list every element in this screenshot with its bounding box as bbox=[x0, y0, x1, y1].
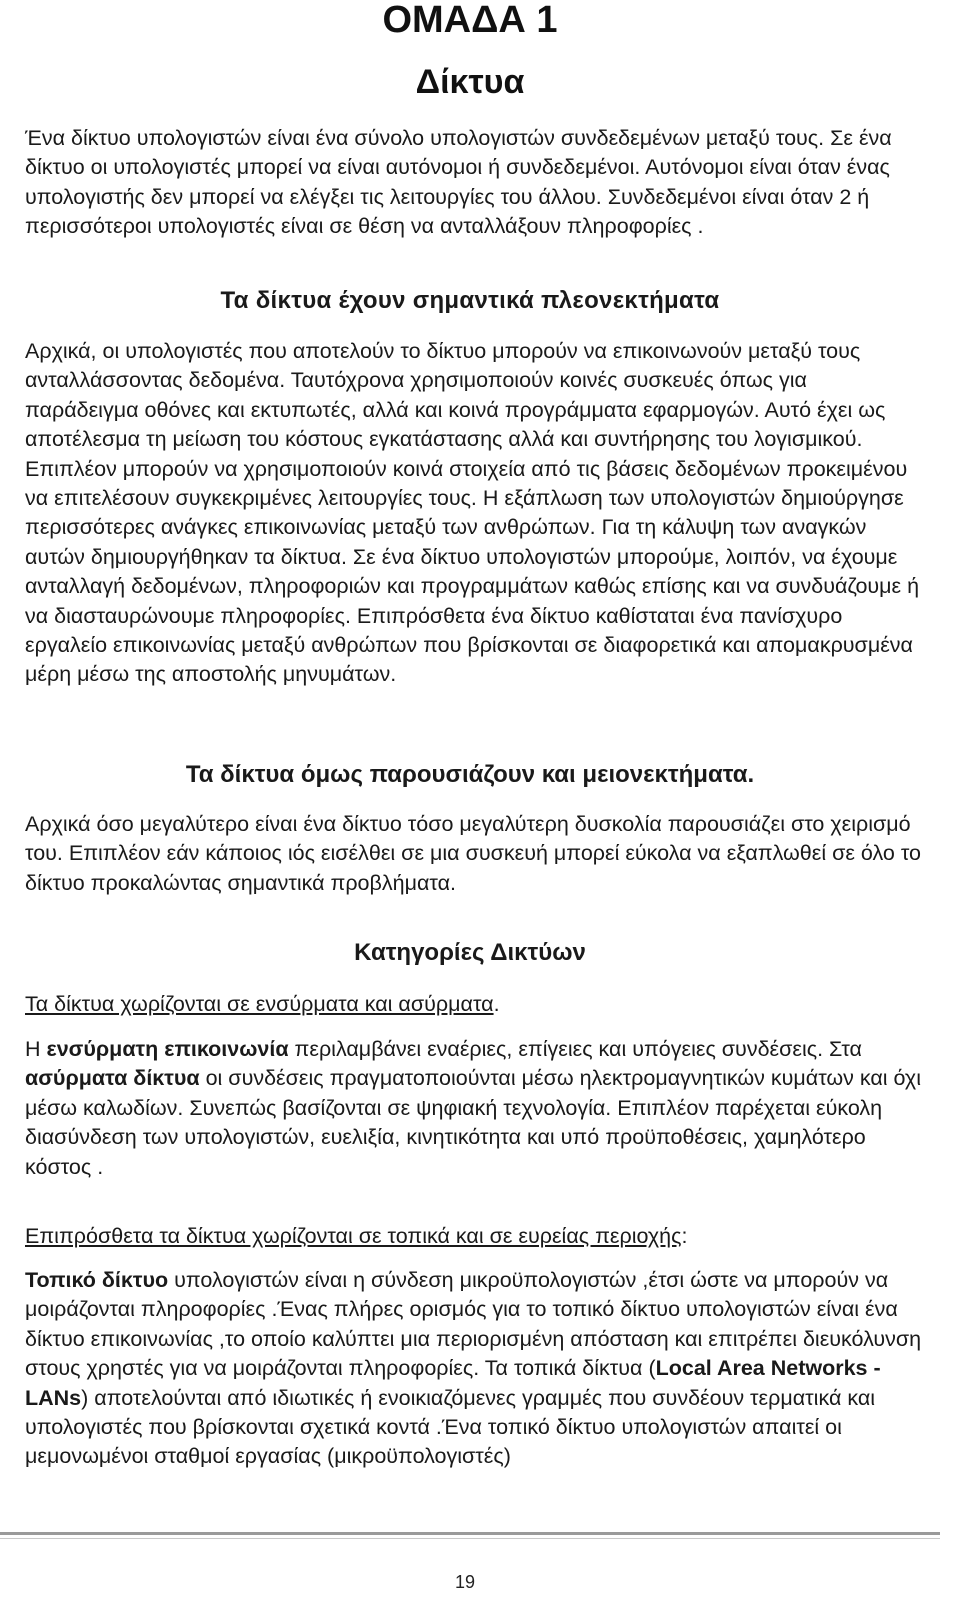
wireless-term: ασύρματα δίκτυα bbox=[25, 1066, 200, 1091]
wired-middle: περιλαμβάνει εναέριες, επίγειες και υπόγειες συνδέσεις. Στα bbox=[288, 1037, 862, 1061]
lan-term: Local Area Networks -LANs bbox=[25, 1356, 881, 1410]
page-title: ΟΜΑΔΑ 1 bbox=[382, 0, 558, 41]
wired-wireless-split bbox=[25, 990, 925, 1019]
intro-paragraph: Ένα δίκτυο υπολογιστών είναι ένα σύνολο υπολογιστών συνδεδεμένων μεταξύ τους. Σε ένα δίκτυο οι υπολογιστές μπορεί να είναι αυτόνομοι ή συνδεδεμένοι. Αυτόνομοι είναι όταν ένας υπολογιστής δεν μπορεί να ελέγξει τις λειτουργίες του άλλου. Συνδεδεμένοι είναι όταν 2 ή περισσότεροι υπολογιστές είναι σε θέση να ανταλλάξουν πληροφορίες . bbox=[25, 126, 892, 239]
disadvantages-heading: Τα δίκτυα όμως παρουσιάζουν και μειονεκτήματα. bbox=[185, 761, 755, 788]
local-network-text-1: υπολογιστών είναι η σύνδεση μικροϋπολογιστών ,έτσι ώστε να μπορούν να μοιράζονται πληροφορίες .Ένας πλήρες ορισμός για το τοπικό δίκτυο υπολογιστών είναι ένα δίκτυο επικοινωνίας ,το οποίο καλύπτει μια περιορισμένη απόσταση και επιτρέπει διευκόλυνση στους χρηστές για να μοιράζονται πληροφορίες. Τα τοπικά δίκτυα ( bbox=[25, 1268, 922, 1381]
advantages-paragraph: Αρχικά, οι υπολογιστές που αποτελούν το δίκτυο μπορούν να επικοινωνούν μεταξύ τους ανταλλάσσοντας δεδομένα. Ταυτόχρονα χρησιμοποιούν κοινές συσκευές όπως για παράδειγμα οθόνες και εκτυπωτές, αλλά και κοινά προγράμματα εφαρμογών. Αυτό έχει ως αποτέλεσμα τη μείωση του κόστους εγκατάστασης αλλά και συντήρησης του λογισμικού. Επιπλέον μπορούν να χρησιμοποιούν κοινά στοιχεία από τις βάσεις δεδομένων προκειμένου να επιτελέσουν συγκεκριμένες λειτουργίες τους. Η εξάπλωση των υπολογιστών δημιούργησε περισσότερες ανάγκες επικοινωνίας μεταξύ των ανθρώπων. Για τη κάλυψη των αναγκών αυτών δημιουργήθηκαν τα δίκτυα. Σε ένα δίκτυο υπολογιστών μπορούμε, λοιπόν, να έχουμε ανταλλαγή δεδομένων, πληροφοριών και προγραμμάτων καθώς επίσης και να συνδυάζουμε ή να διασταυρώνουμε πληροφορίες. Επιπρόσθετα ένα δίκτυο καθίσταται ένα πανίσχυρο εργαλείο επικοινωνίας μεταξύ ανθρώπων που βρίσκονται σε διαφορετικά και απομακρυσμένα μέρη μέσω της αποστολής μηνυμάτων. bbox=[25, 339, 920, 687]
local-network-paragraph bbox=[25, 1266, 925, 1472]
categories-heading: Κατηγορίες Δικτύων bbox=[354, 939, 586, 966]
wired-lead: Η bbox=[25, 1037, 47, 1061]
area-split bbox=[25, 1222, 925, 1251]
page-number: 19 bbox=[454, 1572, 476, 1592]
local-network-text-2: ) αποτελούνται από ιδιωτικές ή ενοικιαζόμενες γραμμές που συνδέουν τερματικά και υπολογιστές που βρίσκονται σχετικά κοντά .Ένα τοπικό δίκτυο υπολογιστών απαιτεί οι μεμονωμένοι σταθμοί εργασίας (μικροϋπολογιστές) bbox=[25, 1385, 876, 1469]
advantages-heading: Τα δίκτυα έχουν σημαντικά πλεονεκτήματα bbox=[220, 287, 720, 314]
local-network-term: Τοπικό δίκτυο bbox=[25, 1268, 169, 1292]
area-split-end: : bbox=[681, 1224, 688, 1248]
disadvantages-paragraph: Αρχικά όσο μεγαλύτερο είναι ένα δίκτυο τόσο μεγαλύτερη δυσκολία παρουσιάζει στο χειρισμό του. Επιπλέον εάν κάποιος ιός εισέλθει σε μια συσκευή μπορεί εύκολα να εξαπλωθεί σε όλο το δίκτυο προκαλώντας σημαντικά προβλήματα. bbox=[25, 812, 921, 895]
wired-term: ενσύρματη επικοινωνία bbox=[46, 1037, 289, 1061]
wired-paragraph bbox=[25, 1035, 925, 1182]
footer-divider bbox=[0, 1532, 940, 1535]
wired-rest: οι συνδέσεις πραγματοποιούνται μέσω ηλεκτρομαγνητικών κυμάτων και όχι μέσω καλωδίων. Συνεπώς βασίζονται σε ψηφιακή τεχνολογία. Επιπλέον παρέχεται εύκολη διασύνδεση των υπολογιστών, ευελιξία, κινητικότητα και υπό προϋποθέσεις, χαμηλότερο κόστος . bbox=[25, 1066, 921, 1179]
area-split-text: Επιπρόσθετα τα δίκτυα χωρίζονται σε τοπικά και σε ευρείας περιοχής bbox=[25, 1224, 682, 1248]
footer-divider-thin bbox=[0, 1538, 940, 1539]
wired-wireless-split-text: Τα δίκτυα χωρίζονται σε ενσύρματα και ασύρματα bbox=[25, 992, 494, 1016]
wired-wireless-split-end: . bbox=[493, 992, 500, 1016]
page-subtitle: Δίκτυα bbox=[415, 63, 525, 101]
